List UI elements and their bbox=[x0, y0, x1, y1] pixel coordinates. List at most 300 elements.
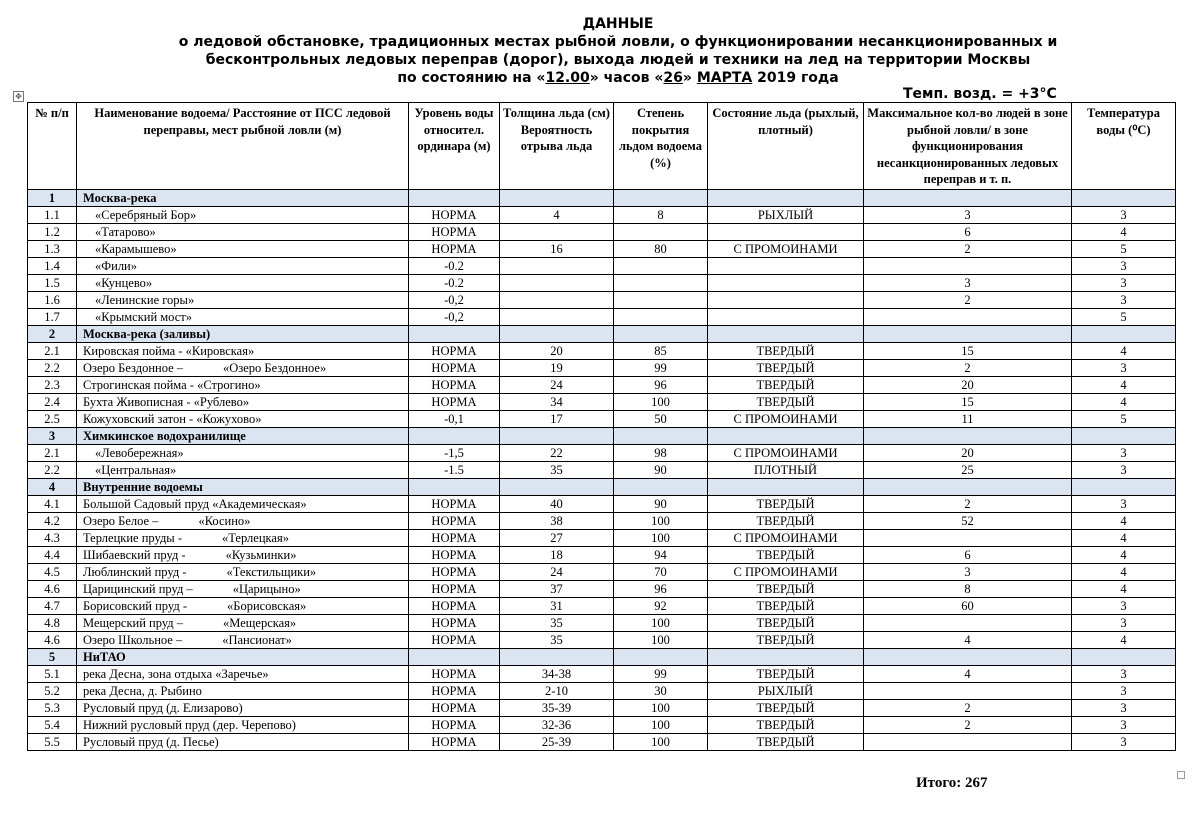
section-number: 2 bbox=[28, 326, 77, 343]
ice-coverage: 100 bbox=[614, 513, 708, 530]
table-row bbox=[28, 564, 1176, 581]
water-body-name: Кировская пойма - «Кировская» bbox=[83, 344, 255, 358]
ice-coverage: 96 bbox=[614, 377, 708, 394]
water-level: -1,5 bbox=[409, 445, 500, 462]
max-people: 52 bbox=[864, 513, 1072, 530]
water-level: НОРМА bbox=[409, 666, 500, 683]
table-row bbox=[28, 683, 1176, 700]
water-body-name: «Центральная» bbox=[95, 463, 177, 477]
water-temp: 3 bbox=[1072, 445, 1176, 462]
ice-thickness: 2-10 bbox=[500, 683, 614, 700]
section-empty-cell bbox=[708, 190, 864, 207]
row-number: 2.1 bbox=[28, 343, 77, 360]
ice-coverage bbox=[614, 258, 708, 275]
row-number: 2.2 bbox=[28, 462, 77, 479]
water-temp: 4 bbox=[1072, 394, 1176, 411]
water-body-name: Русловый пруд (д. Елизарово) bbox=[83, 701, 243, 715]
water-level: НОРМА bbox=[409, 734, 500, 751]
max-people: 6 bbox=[864, 224, 1072, 241]
water-body-name: Строгинская пойма - «Строгино» bbox=[83, 378, 261, 392]
max-people bbox=[864, 615, 1072, 632]
row-name bbox=[77, 564, 409, 581]
max-people: 2 bbox=[864, 292, 1072, 309]
water-temp: 3 bbox=[1072, 734, 1176, 751]
ice-thickness: 35 bbox=[500, 462, 614, 479]
row-name bbox=[77, 343, 409, 360]
ice-state: ТВЕРДЫЙ bbox=[708, 734, 864, 751]
row-name bbox=[77, 258, 409, 275]
col-num: № п/п bbox=[28, 103, 77, 190]
doc-subtitle-line1: о ледовой обстановке, традиционных местах рыбной ловли, о функционировании несанкционированных и bbox=[178, 34, 1058, 50]
section-number: 3 bbox=[28, 428, 77, 445]
ice-state: С ПРОМОИНАМИ bbox=[708, 530, 864, 547]
table-row bbox=[28, 615, 1176, 632]
air-temperature: Темп. возд. = +3°С bbox=[903, 86, 1057, 102]
table-row bbox=[28, 632, 1176, 649]
water-temp: 3 bbox=[1072, 700, 1176, 717]
row-number: 4.8 bbox=[28, 615, 77, 632]
ice-state: ТВЕРДЫЙ bbox=[708, 632, 864, 649]
row-name bbox=[77, 632, 409, 649]
ice-thickness: 17 bbox=[500, 411, 614, 428]
ice-thickness: 18 bbox=[500, 547, 614, 564]
row-number: 2.5 bbox=[28, 411, 77, 428]
ice-coverage: 100 bbox=[614, 734, 708, 751]
ice-coverage: 96 bbox=[614, 581, 708, 598]
water-body-name: Бухта Живописная - «Рублево» bbox=[83, 395, 250, 409]
water-temp: 4 bbox=[1072, 513, 1176, 530]
water-temp: 5 bbox=[1072, 241, 1176, 258]
ice-thickness: 34-38 bbox=[500, 666, 614, 683]
section-empty-cell bbox=[500, 326, 614, 343]
ice-coverage bbox=[614, 275, 708, 292]
ice-state: РЫХЛЫЙ bbox=[708, 207, 864, 224]
water-temp: 3 bbox=[1072, 207, 1176, 224]
water-level: -0,1 bbox=[409, 411, 500, 428]
ice-thickness: 20 bbox=[500, 343, 614, 360]
fishing-place-name: «Терлецкая» bbox=[222, 531, 289, 545]
table-row bbox=[28, 207, 1176, 224]
ice-state: ТВЕРДЫЙ bbox=[708, 513, 864, 530]
section-empty-cell bbox=[864, 479, 1072, 496]
table-row bbox=[28, 445, 1176, 462]
water-body-name: «Левобережная» bbox=[95, 446, 184, 460]
section-number: 1 bbox=[28, 190, 77, 207]
total-count: Итого: 267 bbox=[916, 775, 988, 791]
water-temp: 3 bbox=[1072, 258, 1176, 275]
row-name bbox=[77, 666, 409, 683]
ice-state bbox=[708, 258, 864, 275]
max-people bbox=[864, 530, 1072, 547]
row-number: 1.7 bbox=[28, 309, 77, 326]
ice-thickness bbox=[500, 224, 614, 241]
section-empty-cell bbox=[864, 326, 1072, 343]
water-level: -0.2 bbox=[409, 258, 500, 275]
water-temp: 4 bbox=[1072, 632, 1176, 649]
section-empty-cell bbox=[614, 649, 708, 666]
row-name bbox=[77, 292, 409, 309]
ice-coverage: 99 bbox=[614, 666, 708, 683]
water-body-name: Большой Садовый пруд «Академическая» bbox=[83, 497, 307, 511]
ice-thickness: 19 bbox=[500, 360, 614, 377]
ice-state: С ПРОМОИНАМИ bbox=[708, 241, 864, 258]
water-level: НОРМА bbox=[409, 360, 500, 377]
ice-coverage: 100 bbox=[614, 700, 708, 717]
ice-coverage: 70 bbox=[614, 564, 708, 581]
table-row bbox=[28, 530, 1176, 547]
max-people: 3 bbox=[864, 207, 1072, 224]
section-empty-cell bbox=[409, 428, 500, 445]
row-name bbox=[77, 462, 409, 479]
row-number: 5.3 bbox=[28, 700, 77, 717]
max-people: 2 bbox=[864, 241, 1072, 258]
water-level: НОРМА bbox=[409, 513, 500, 530]
section-empty-cell bbox=[1072, 428, 1176, 445]
doc-title: ДАННЫЕ bbox=[582, 16, 654, 32]
max-people: 8 bbox=[864, 581, 1072, 598]
water-level: НОРМА bbox=[409, 207, 500, 224]
section-empty-cell bbox=[864, 649, 1072, 666]
row-number: 4.6 bbox=[28, 581, 77, 598]
table-row bbox=[28, 309, 1176, 326]
table-row bbox=[28, 360, 1176, 377]
row-name bbox=[77, 377, 409, 394]
ice-thickness: 22 bbox=[500, 445, 614, 462]
water-level: НОРМА bbox=[409, 581, 500, 598]
table-row bbox=[28, 343, 1176, 360]
ice-state: ТВЕРДЫЙ bbox=[708, 615, 864, 632]
ice-coverage: 100 bbox=[614, 530, 708, 547]
row-number: 5.4 bbox=[28, 717, 77, 734]
water-body-name: Царицинский пруд – bbox=[83, 582, 193, 596]
section-empty-cell bbox=[1072, 190, 1176, 207]
ice-thickness: 24 bbox=[500, 377, 614, 394]
row-name bbox=[77, 309, 409, 326]
ice-coverage: 92 bbox=[614, 598, 708, 615]
max-people bbox=[864, 258, 1072, 275]
ice-state: ТВЕРДЫЙ bbox=[708, 598, 864, 615]
ice-thickness: 38 bbox=[500, 513, 614, 530]
water-temp: 4 bbox=[1072, 530, 1176, 547]
table-row bbox=[28, 377, 1176, 394]
water-temp: 4 bbox=[1072, 564, 1176, 581]
doc-date-line: по состоянию на «12.00» часов «26» МАРТА 2019 года bbox=[397, 70, 839, 86]
section-empty-cell bbox=[708, 479, 864, 496]
ice-coverage: 30 bbox=[614, 683, 708, 700]
ice-state: ТВЕРДЫЙ bbox=[708, 360, 864, 377]
section-empty-cell bbox=[409, 479, 500, 496]
ice-coverage: 100 bbox=[614, 632, 708, 649]
max-people: 20 bbox=[864, 377, 1072, 394]
col-thickness: Толщина льда (см) Вероятность отрыва льда bbox=[500, 103, 614, 190]
ice-thickness: 24 bbox=[500, 564, 614, 581]
row-number: 2.4 bbox=[28, 394, 77, 411]
water-level: НОРМА bbox=[409, 496, 500, 513]
water-level: НОРМА bbox=[409, 530, 500, 547]
row-number: 5.5 bbox=[28, 734, 77, 751]
section-empty-cell bbox=[409, 190, 500, 207]
water-level: -0,2 bbox=[409, 309, 500, 326]
water-temp: 5 bbox=[1072, 411, 1176, 428]
section-empty-cell bbox=[409, 326, 500, 343]
ice-state: С ПРОМОИНАМИ bbox=[708, 564, 864, 581]
water-body-name: Мещерский пруд – bbox=[83, 616, 184, 630]
table-row bbox=[28, 581, 1176, 598]
water-body-name: «Серебряный Бор» bbox=[95, 208, 197, 222]
row-number: 4.7 bbox=[28, 598, 77, 615]
date-day: 26 bbox=[663, 70, 683, 86]
col-level: Уровень воды относител. ординара (м) bbox=[409, 103, 500, 190]
water-body-name: Озеро Школьное – bbox=[83, 633, 183, 647]
ice-coverage: 50 bbox=[614, 411, 708, 428]
date-hour: 12.00 bbox=[545, 70, 590, 86]
ice-coverage: 80 bbox=[614, 241, 708, 258]
ice-state: ТВЕРДЫЙ bbox=[708, 547, 864, 564]
section-row bbox=[28, 326, 1176, 343]
row-name bbox=[77, 734, 409, 751]
row-name bbox=[77, 581, 409, 598]
table-row bbox=[28, 258, 1176, 275]
col-state: Состояние льда (рыхлый, плотный) bbox=[708, 103, 864, 190]
row-name bbox=[77, 224, 409, 241]
row-number: 1.2 bbox=[28, 224, 77, 241]
max-people bbox=[864, 734, 1072, 751]
max-people: 15 bbox=[864, 343, 1072, 360]
ice-state: ТВЕРДЫЙ bbox=[708, 581, 864, 598]
ice-data-table bbox=[27, 102, 1176, 751]
water-temp: 3 bbox=[1072, 717, 1176, 734]
section-row bbox=[28, 190, 1176, 207]
ice-state: С ПРОМОИНАМИ bbox=[708, 445, 864, 462]
row-number: 4.5 bbox=[28, 564, 77, 581]
row-number: 1.3 bbox=[28, 241, 77, 258]
max-people: 11 bbox=[864, 411, 1072, 428]
ice-coverage: 98 bbox=[614, 445, 708, 462]
section-empty-cell bbox=[614, 428, 708, 445]
table-row bbox=[28, 462, 1176, 479]
section-empty-cell bbox=[708, 649, 864, 666]
max-people: 20 bbox=[864, 445, 1072, 462]
water-body-name: Борисовский пруд - bbox=[83, 599, 188, 613]
table-row bbox=[28, 666, 1176, 683]
ice-coverage: 100 bbox=[614, 394, 708, 411]
water-body-name: «Ленинские горы» bbox=[95, 293, 195, 307]
ice-state: ТВЕРДЫЙ bbox=[708, 377, 864, 394]
row-number: 1.4 bbox=[28, 258, 77, 275]
section-number: 4 bbox=[28, 479, 77, 496]
row-name bbox=[77, 547, 409, 564]
water-level: -1.5 bbox=[409, 462, 500, 479]
col-people: Максимальное кол-во людей в зоне рыбной ловли/ в зоне функционирования несанкционированных ледовых переправ и т. п. bbox=[864, 103, 1072, 190]
water-temp: 3 bbox=[1072, 292, 1176, 309]
row-name bbox=[77, 683, 409, 700]
table-row bbox=[28, 292, 1176, 309]
row-name bbox=[77, 598, 409, 615]
table-row bbox=[28, 394, 1176, 411]
water-temp: 4 bbox=[1072, 343, 1176, 360]
ice-thickness: 32-36 bbox=[500, 717, 614, 734]
ice-state: ПЛОТНЫЙ bbox=[708, 462, 864, 479]
water-level: -0.2 bbox=[409, 275, 500, 292]
section-name: Москва-река (заливы) bbox=[77, 326, 409, 343]
row-name bbox=[77, 360, 409, 377]
ice-state bbox=[708, 309, 864, 326]
ice-coverage: 100 bbox=[614, 615, 708, 632]
ice-state: ТВЕРДЫЙ bbox=[708, 394, 864, 411]
table-row bbox=[28, 700, 1176, 717]
table-row bbox=[28, 717, 1176, 734]
row-name bbox=[77, 717, 409, 734]
water-level: НОРМА bbox=[409, 224, 500, 241]
ice-state: ТВЕРДЫЙ bbox=[708, 717, 864, 734]
water-body-name: «Карамышево» bbox=[95, 242, 177, 256]
ice-coverage: 85 bbox=[614, 343, 708, 360]
section-empty-cell bbox=[409, 649, 500, 666]
table-header-row bbox=[28, 103, 1176, 190]
ice-coverage bbox=[614, 309, 708, 326]
ice-state: ТВЕРДЫЙ bbox=[708, 666, 864, 683]
ice-coverage: 100 bbox=[614, 717, 708, 734]
water-temp: 3 bbox=[1072, 496, 1176, 513]
water-body-name: Шибаевский пруд - bbox=[83, 548, 186, 562]
section-empty-cell bbox=[708, 326, 864, 343]
row-number: 4.2 bbox=[28, 513, 77, 530]
water-body-name: Люблинский пруд - bbox=[83, 565, 187, 579]
table-row bbox=[28, 224, 1176, 241]
section-name: Химкинское водохранилище bbox=[77, 428, 409, 445]
row-number: 1.6 bbox=[28, 292, 77, 309]
ice-thickness: 31 bbox=[500, 598, 614, 615]
max-people: 6 bbox=[864, 547, 1072, 564]
ice-state bbox=[708, 275, 864, 292]
ice-state bbox=[708, 224, 864, 241]
water-temp: 4 bbox=[1072, 377, 1176, 394]
ice-state: С ПРОМОИНАМИ bbox=[708, 411, 864, 428]
col-name: Наименование водоема/ Расстояние от ПСС ледовой переправы, мест рыбной ловли (м) bbox=[77, 103, 409, 190]
water-body-name: «Крымский мост» bbox=[95, 310, 193, 324]
ice-thickness: 40 bbox=[500, 496, 614, 513]
water-level: НОРМА bbox=[409, 564, 500, 581]
ice-thickness bbox=[500, 258, 614, 275]
max-people: 2 bbox=[864, 496, 1072, 513]
section-number: 5 bbox=[28, 649, 77, 666]
row-name bbox=[77, 513, 409, 530]
row-name bbox=[77, 530, 409, 547]
water-level: НОРМА bbox=[409, 394, 500, 411]
table-row bbox=[28, 547, 1176, 564]
water-level: НОРМА bbox=[409, 241, 500, 258]
water-body-name: «Фили» bbox=[95, 259, 137, 273]
section-name: Внутренние водоемы bbox=[77, 479, 409, 496]
row-number: 4.1 bbox=[28, 496, 77, 513]
row-number: 4.3 bbox=[28, 530, 77, 547]
section-row bbox=[28, 428, 1176, 445]
row-number: 1.5 bbox=[28, 275, 77, 292]
section-empty-cell bbox=[500, 479, 614, 496]
ice-state: ТВЕРДЫЙ bbox=[708, 343, 864, 360]
ice-coverage: 99 bbox=[614, 360, 708, 377]
section-empty-cell bbox=[864, 428, 1072, 445]
fishing-place-name: «Мещерская» bbox=[223, 616, 297, 630]
ice-thickness: 27 bbox=[500, 530, 614, 547]
fishing-place-name: «Озеро Бездонное» bbox=[223, 361, 327, 375]
table-row bbox=[28, 513, 1176, 530]
table-resize-handle[interactable] bbox=[1177, 771, 1185, 779]
row-name bbox=[77, 411, 409, 428]
ice-state bbox=[708, 292, 864, 309]
max-people: 25 bbox=[864, 462, 1072, 479]
ice-thickness: 35 bbox=[500, 632, 614, 649]
water-temp: 3 bbox=[1072, 615, 1176, 632]
table-row bbox=[28, 496, 1176, 513]
date-month: МАРТА bbox=[696, 70, 753, 86]
ice-coverage: 90 bbox=[614, 462, 708, 479]
water-temp: 5 bbox=[1072, 309, 1176, 326]
row-number: 5.1 bbox=[28, 666, 77, 683]
section-empty-cell bbox=[614, 479, 708, 496]
ice-state: РЫХЛЫЙ bbox=[708, 683, 864, 700]
water-temp: 3 bbox=[1072, 275, 1176, 292]
col-coverage: Степень покрытия льдом водоема (%) bbox=[614, 103, 708, 190]
ice-thickness bbox=[500, 309, 614, 326]
max-people: 4 bbox=[864, 666, 1072, 683]
col-water-temp: Температура воды (⁰С) bbox=[1072, 103, 1176, 190]
row-number: 4.6 bbox=[28, 632, 77, 649]
ice-state: ТВЕРДЫЙ bbox=[708, 496, 864, 513]
table-body bbox=[28, 190, 1176, 751]
water-body-name: Терлецкие пруды - bbox=[83, 531, 182, 545]
table-row bbox=[28, 275, 1176, 292]
section-empty-cell bbox=[1072, 326, 1176, 343]
table-row bbox=[28, 598, 1176, 615]
row-name bbox=[77, 700, 409, 717]
ice-coverage: 94 bbox=[614, 547, 708, 564]
row-number: 2.1 bbox=[28, 445, 77, 462]
fishing-place-name: «Кузьминки» bbox=[225, 548, 297, 562]
fishing-place-name: «Косино» bbox=[198, 514, 251, 528]
row-name bbox=[77, 496, 409, 513]
water-temp: 3 bbox=[1072, 360, 1176, 377]
water-body-name: Кожуховский затон - «Кожухово» bbox=[83, 412, 262, 426]
water-temp: 3 bbox=[1072, 462, 1176, 479]
water-level: НОРМА bbox=[409, 632, 500, 649]
ice-thickness bbox=[500, 292, 614, 309]
water-temp: 3 bbox=[1072, 666, 1176, 683]
ice-thickness: 4 bbox=[500, 207, 614, 224]
ice-coverage bbox=[614, 224, 708, 241]
max-people: 4 bbox=[864, 632, 1072, 649]
max-people: 60 bbox=[864, 598, 1072, 615]
row-name bbox=[77, 275, 409, 292]
water-level: -0,2 bbox=[409, 292, 500, 309]
section-empty-cell bbox=[614, 326, 708, 343]
section-empty-cell bbox=[500, 649, 614, 666]
ice-thickness: 34 bbox=[500, 394, 614, 411]
row-name bbox=[77, 207, 409, 224]
max-people: 3 bbox=[864, 564, 1072, 581]
table-move-handle-icon[interactable]: ✥ bbox=[13, 91, 24, 102]
table-row bbox=[28, 734, 1176, 751]
row-name bbox=[77, 615, 409, 632]
ice-thickness bbox=[500, 275, 614, 292]
water-body-name: река Десна, зона отдыха «Заречье» bbox=[83, 667, 269, 681]
water-temp: 4 bbox=[1072, 224, 1176, 241]
water-level: НОРМА bbox=[409, 377, 500, 394]
ice-coverage bbox=[614, 292, 708, 309]
table-row bbox=[28, 241, 1176, 258]
row-name bbox=[77, 445, 409, 462]
fishing-place-name: «Борисовская» bbox=[227, 599, 307, 613]
